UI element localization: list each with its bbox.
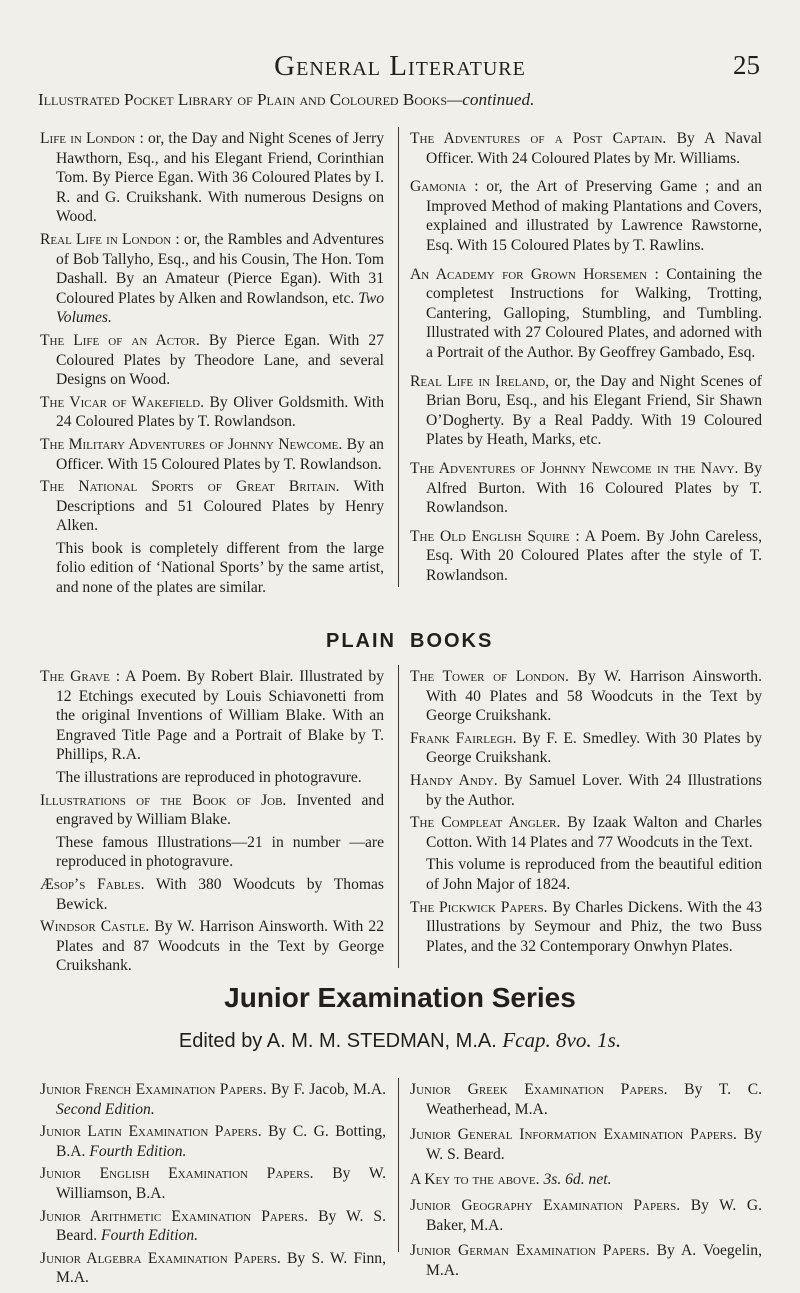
entry-title: Æsop’s Fables. [40,875,145,893]
catalogue-entry [410,527,762,586]
entry-description: By T. C. Weatherhead, M.A. [426,1081,762,1118]
entry-note [40,833,384,872]
entry-title: Junior Geography Examination Papers. [410,1196,681,1214]
catalogue-entry [40,331,384,390]
series-price: 1s. [597,1028,622,1052]
entry-title: A Key to the above. [410,1171,540,1189]
catalogue-entry [40,1249,386,1288]
entry-title: The Vicar of Wakefield. [40,393,205,411]
catalogue-entry [410,1241,762,1280]
entry-note [410,855,762,894]
entry-title: Life in London [40,130,136,147]
entry-note [40,768,384,788]
entry-description: By Alfred Burton. With 16 Coloured Plates by T. Rowlandson. [426,459,762,517]
entry-title: Handy Andy. [410,771,498,789]
plain-heading-left: PLAIN [326,630,396,652]
entry-description: With 380 Woodcuts by Thomas Bewick. [56,875,384,913]
entry-title: Junior English Examination Papers. [40,1165,314,1183]
entry-title: Junior German Examination Papers. [410,1242,650,1260]
section-heading [38,90,768,110]
catalogue-entry [410,1125,762,1164]
section-heading-main: Illustrated Pocket Library of Plain and Coloured Books [38,90,448,109]
entry-note-text: These famous Illustrations—21 in number —are reproduced in photogravure. [56,833,384,871]
junior-series-right-column [410,1080,762,1286]
catalogue-entry [410,129,762,168]
entry-description: By F. E. Smedley. With 30 Plates by George Cruikshank. [426,729,762,767]
catalogue-entry [40,477,384,536]
page-number: 25 [733,50,760,80]
entry-description: : A Poem. By Robert Blair. Illustrated by 12 Etchings executed by Louis Schiavonetti from the original Inventions of William Blake. With an Engraved Title Page and a Portrait of Blake by T. Phillips, R.A. [56,668,384,764]
plain-books-heading [0,630,800,654]
entry-note-text: The illustrations are reproduced in photogravure. [56,768,362,786]
entry-description: By W. S. Beard. [56,1207,387,1245]
catalogue-entry [410,813,762,852]
entry-title: Junior Algebra Examination Papers. [40,1249,281,1267]
series-title: Junior Examination Series [224,982,576,1013]
entry-description: By A Naval Officer. With 24 Coloured Plates by Mr. Williams. [426,130,762,167]
entry-italic: Two Volumes. [56,289,384,327]
plain-heading-right: BOOKS [410,630,494,652]
entry-description: By S. W. Finn, M.A. [56,1249,386,1287]
series-editor: Edited by A. M. M. STEDMAN, M.A. [178,1030,497,1052]
entry-description: With Descriptions and 51 Coloured Plates by Henry Alken. [56,478,384,535]
entry-description: : or, the Day and Night Scenes of Jerry Hawthorn, Esq., and his Elegant Friend, Corinthian Tom. By Pierce Egan. With 36 Coloured Plates by I. R. and G. Cruikshank. With numerous Designs on Wood. [56,130,384,226]
entry-title: Real Life in Ireland, [410,372,550,390]
coloured-books-right-column [410,129,762,594]
catalogue-entry [40,667,384,765]
entry-title: The Pickwick Papers. [410,898,548,916]
entry-title: The Grave [40,668,110,685]
entry-italic: 3s. 6d. net. [543,1171,612,1189]
entry-title: Real Life in London [40,230,172,248]
entry-italic: Fourth Edition. [89,1142,187,1160]
catalogue-entry [40,1164,386,1203]
entry-title: Illustrations of the Book of Job. [40,791,287,809]
series-format: Fcap. 8vo. [502,1028,592,1052]
entry-description: : Containing the completest Instructions for Walking, Trotting, Cantering, Galloping, Stumbling, and Tumbling. Illustrated with 27 Coloured Plates, and adorned with a Portrait of the Author. By Geoffrey Gambado, Esq. [426,265,762,361]
entry-description: By C. G. Botting, B.A. [56,1123,386,1160]
entry-description: Invented and engraved by William Blake. [56,791,384,829]
catalogue-entry [40,791,384,830]
entry-description: By Charles Dickens. With the 43 Illustrations by Seymour and Phiz, the two Buss Plates, and the 32 Contemporary Onwhyn Plates. [426,898,762,955]
entry-description: or, the Day and Night Scenes of Brian Boru, Esq., and his Elegant Friend, Sir Shawn O’Dogherty. By a Real Paddy. With 19 Coloured Plates by Heath, Marks, etc. [426,372,762,449]
series-subtitle [0,1028,800,1053]
entry-description: By W. S. Beard. [426,1126,762,1163]
entry-description: By Oliver Goldsmith. With 24 Coloured Plates by T. Rowlandson. [56,393,385,431]
entry-title: The Life of an Actor. [40,331,200,349]
entry-note-text: This volume is reproduced from the beautiful edition of John Major of 1824. [426,856,762,893]
catalogue-entry [410,1080,762,1119]
column-rule [398,665,399,968]
entry-title: Frank Fairlegh. [410,729,517,747]
catalogue-entry [40,393,384,432]
entry-title: Windsor Castle. [40,918,150,936]
catalogue-entry [410,265,762,363]
entry-title: Gamonia [410,178,467,196]
entry-title: Junior Arithmetic Examination Papers. [40,1207,309,1225]
catalogue-entry [410,898,762,957]
entry-title: The Old English Squire [410,527,570,545]
entry-title: The Tower of London. [410,668,569,685]
entry-title: Junior Latin Examination Papers. [40,1123,262,1141]
entry-note [40,539,384,598]
catalogue-entry [410,459,762,518]
entry-description: : A Poem. By John Careless, Esq. With 20 Coloured Plates after the style of T. Rowlandson. [426,527,762,584]
column-rule [398,127,399,587]
entry-description: : or, the Art of Preserving Game ; and an Improved Method of making Plantations and Covers, explained and illustrated by Lawrence Rawstorne, Esq. With 15 Coloured Plates by T. Rawlins. [426,178,762,254]
plain-books-left-column [40,667,384,979]
entry-description: By F. Jacob, M.A. [271,1081,386,1098]
entry-title: The Adventures of Johnny Newcome in the Navy. [410,459,739,477]
page-title: General Literature [274,50,526,82]
catalogue-entry [40,1080,386,1119]
catalogue-entry [40,230,384,328]
entry-note-text: This book is completely different from the large folio edition of ‘National Sports’ by the same artist, and none of the plates are similar. [56,539,384,597]
section-heading-continued: —continued. [447,90,535,109]
entry-title: The Military Adventures of Johnny Newcome. [40,435,343,453]
entry-description: By W. Harrison Ainsworth. With 40 Plates and 58 Woodcuts in the Text by George Cruikshank. [426,668,762,725]
catalogue-entry [410,771,762,810]
entry-italic: Second Edition. [56,1100,155,1118]
coloured-books-left-column [40,129,384,601]
entry-title: Junior French Examination Papers. [40,1081,267,1098]
entry-title: The National Sports of Great Britain. [40,478,340,496]
entry-description: By W. Harrison Ainsworth. With 22 Plates and 87 Woodcuts in the Text by George Cruikshank. [56,918,384,975]
column-rule [398,1078,399,1252]
junior-series-left-column [40,1080,386,1291]
catalogue-entry [410,1196,762,1235]
entry-description: By Samuel Lover. With 24 Illustrations by the Author. [426,771,762,809]
catalogue-entry [40,1207,386,1246]
entry-title: The Adventures of a Post Captain. [410,130,667,147]
catalogue-entry [410,1170,762,1190]
entry-title: An Academy for Grown Horsemen [410,265,648,283]
entry-description: By Pierce Egan. With 27 Coloured Plates by Theodore Lane, and several Designs on Wood. [56,331,384,389]
catalogue-entry [410,177,762,255]
entry-description: : or, the Rambles and Adventures of Bob Tallyho, Esq., and his Cousin, The Hon. Tom Dashall. By an Amateur (Pierce Egan). With 31 Coloured Plates by Alken and Rowlandson, etc. [56,230,385,307]
catalogue-entry [410,372,762,450]
catalogue-entry [410,729,762,768]
entry-description: By W. G. Baker, M.A. [426,1196,762,1234]
plain-books-right-column [410,667,762,959]
entry-description: By an Officer. With 15 Coloured Plates by T. Rowlandson. [56,435,384,473]
catalogue-entry [40,435,384,474]
catalogue-entry [40,875,384,914]
entry-title: Junior General Information Examination Papers. [410,1126,737,1144]
catalogue-entry [410,667,762,726]
entry-title: The Compleat Angler. [410,814,561,832]
entry-description: By W. Williamson, B.A. [56,1165,387,1202]
running-head [40,50,760,84]
entry-title: Junior Greek Examination Papers. [410,1081,668,1098]
catalogue-entry [40,1122,386,1161]
entry-italic: Fourth Edition. [101,1227,199,1245]
catalogue-entry [40,129,384,227]
entry-description: By Izaak Walton and Charles Cotton. With 14 Plates and 77 Woodcuts in the Text. [426,814,763,851]
entry-description: By A. Voegelin, M.A. [426,1242,762,1279]
catalogue-entry [40,917,384,976]
